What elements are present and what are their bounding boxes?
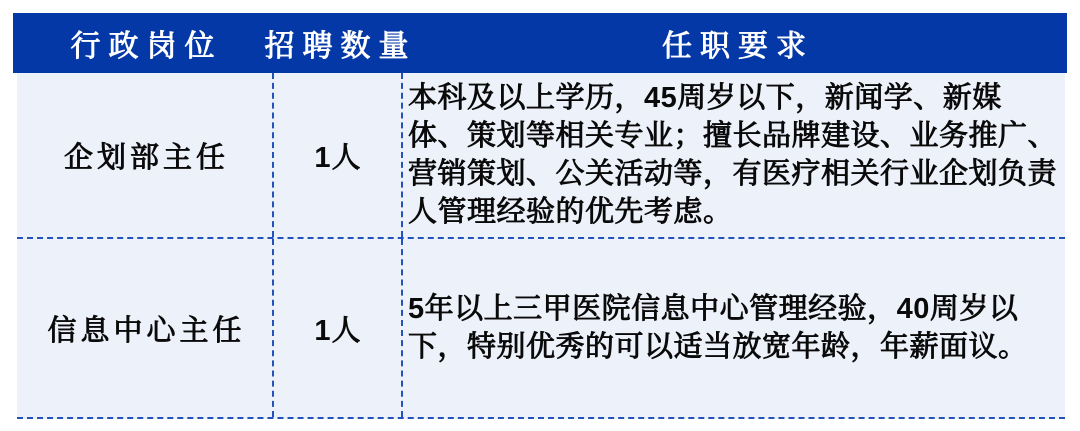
requirements-text: 本科及以上学历，45周岁以下，新闻学、新媒体、策划等相关专业；擅长品牌建设、业务推广、营销策划、公关活动等，有医疗相关行业企划负责人管理经验的优先考虑。: [408, 82, 1058, 228]
header-cell-count: 招聘数量: [264, 30, 417, 63]
table-row: [17, 239, 1065, 419]
position-cell: 信息中心主任: [47, 314, 246, 347]
table-body: [17, 73, 1065, 419]
table-row: [17, 73, 1065, 239]
requirements-cell: [401, 239, 1065, 417]
count-cell: 1人: [272, 73, 401, 237]
table-header-row: [13, 13, 1067, 73]
requirements-text: 5年以上三甲医院信息中心管理经验，40周岁以下，特别优秀的可以适当放宽年龄，年薪面议。: [408, 293, 1028, 363]
requirements-cell: [401, 73, 1065, 237]
position-cell: 企划部主任: [63, 141, 229, 174]
header-cell-position: 行政岗位: [70, 30, 223, 63]
header-cell-requirements: 任职要求: [662, 30, 814, 63]
count-cell: 1人: [272, 239, 401, 417]
